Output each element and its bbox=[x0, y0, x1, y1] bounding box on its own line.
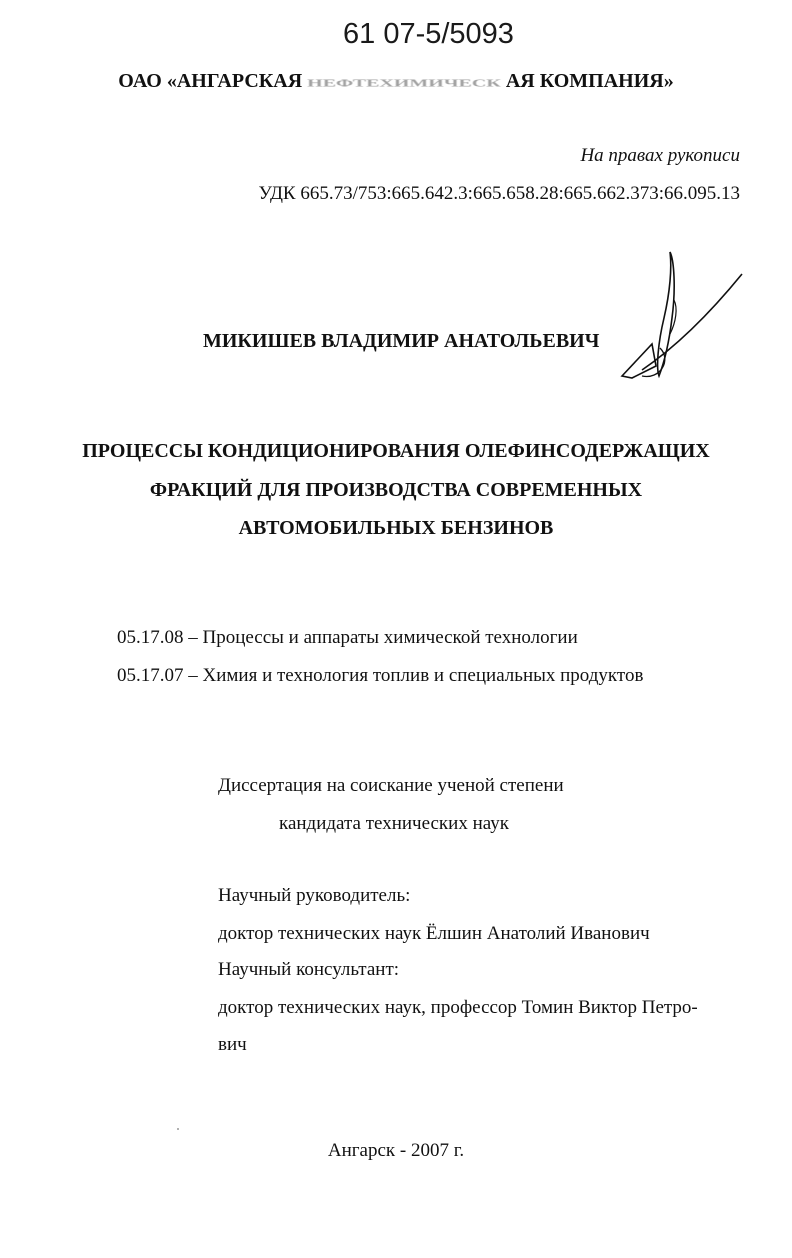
udk-code: УДК 665.73/753:665.642.3:665.658.28:665.662.373:66.095.13 bbox=[258, 183, 740, 204]
thesis-title-line-1: ПРОЦЕССЫ КОНДИЦИОНИРОВАНИЯ ОЛЕФИНСОДЕРЖАЩИХ bbox=[82, 440, 710, 462]
consultant-label: Научный консультант: bbox=[218, 959, 400, 980]
specialty-code-1: 05.17.08 – Процессы и аппараты химической технологии bbox=[117, 627, 578, 648]
organization-name-right: АЯ КОМПАНИЯ» bbox=[505, 70, 674, 92]
supervisor-label: Научный руководитель: bbox=[218, 885, 411, 906]
dissertation-type-line-2: кандидата технических наук bbox=[279, 813, 509, 834]
author-name: МИКИШЕВ ВЛАДИМИР АНАТОЛЬЕВИЧ bbox=[203, 330, 600, 352]
signature-image bbox=[612, 248, 752, 388]
archive-stamp-number: 61 07-5/5093 bbox=[343, 18, 514, 50]
city-year-footer: Ангарск - 2007 г. bbox=[327, 1140, 465, 1161]
organization-name-smudged: НЕФТЕХИМИЧЕСК bbox=[307, 77, 501, 90]
consultant-name-line-2: вич bbox=[218, 1034, 247, 1055]
dissertation-type-line-1: Диссертация на соискание ученой степени bbox=[218, 775, 564, 796]
organization-name-left: ОАО «АНГАРСКАЯ bbox=[118, 70, 303, 92]
organization-name bbox=[0, 70, 792, 93]
scan-speck bbox=[177, 1128, 179, 1130]
thesis-title-line-2: ФРАКЦИЙ ДЛЯ ПРОИЗВОДСТВА СОВРЕМЕННЫХ bbox=[149, 479, 643, 501]
consultant-name-line-1: доктор технических наук, профессор Томин Виктор Петро- bbox=[218, 997, 698, 1018]
supervisor-name: доктор технических наук Ёлшин Анатолий Иванович bbox=[218, 923, 650, 944]
specialty-code-2: 05.17.07 – Химия и технология топлив и специальных продуктов bbox=[117, 665, 644, 686]
thesis-title-line-3: АВТОМОБИЛЬНЫХ БЕНЗИНОВ bbox=[238, 517, 554, 539]
manuscript-rights-note: На правах рукописи bbox=[580, 145, 740, 166]
